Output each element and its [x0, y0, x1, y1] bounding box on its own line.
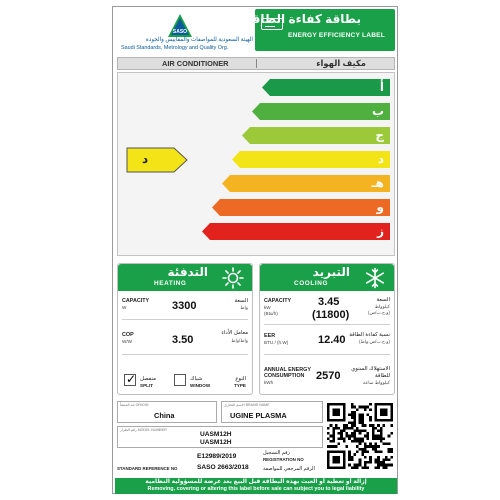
type-label-ar: النوع — [235, 376, 246, 382]
grade-bar — [242, 127, 390, 144]
model-box — [117, 426, 323, 448]
qr-code-icon — [327, 403, 393, 469]
sun-icon — [222, 267, 244, 289]
heating-capacity-label-ar: السعة — [234, 298, 248, 304]
cooling-capacity-value-kw: 3.45 — [318, 296, 340, 308]
grade-letter: و — [376, 200, 384, 214]
grade-letter: أ — [379, 80, 384, 94]
model-caption: رقم الطراز MODEL NUMBER — [120, 428, 167, 432]
legal-notice-en: Removing, covering or altering this label before sale can subject you to legal liability — [147, 486, 365, 492]
legal-notice-ar: إزالة أو تغطية أو العبث بهذه البطاقة قبل البيع بعد عرضة للمسؤولية النظامية — [145, 479, 367, 485]
grade-letter: د — [377, 152, 384, 166]
heating-capacity-unit-ar: واط — [240, 305, 248, 310]
heating-header — [118, 264, 252, 291]
rating-letter: د — [142, 152, 149, 166]
origin-caption: بلد المنشأ ORIGIN — [120, 403, 149, 407]
cooling-title-ar: التبريد — [312, 265, 350, 279]
heating-row-divider — [122, 319, 248, 320]
rating-arrow — [126, 147, 188, 173]
efficiency-scale — [117, 72, 395, 256]
cooling-panel — [259, 263, 395, 395]
brand-value: UGINE PLASMA — [230, 411, 287, 420]
heating-row-divider — [122, 354, 248, 355]
cooling-eer-label: EER — [264, 333, 276, 339]
heating-title-en: HEATING — [154, 280, 187, 287]
legal-footer — [115, 478, 397, 494]
snowflake-icon — [364, 267, 386, 289]
org-name-en: Saudi Standards, Metrology and Quality Org. — [121, 45, 229, 51]
window-label-ar: شباك — [190, 376, 203, 382]
heating-capacity-value: 3300 — [172, 300, 197, 312]
energy-label-card — [112, 6, 398, 494]
cooling-annual-label-2: CONSUMPTION — [264, 373, 305, 379]
grade-bar — [212, 199, 390, 216]
window-checkbox — [174, 374, 186, 386]
registration-label-ar: رقم التسجيل — [263, 450, 290, 456]
cooling-capacity-unit-kw: kW — [264, 305, 271, 310]
cooling-capacity-value-btu: (11800) — [312, 309, 350, 321]
label-title-en: ENERGY EFFICIENCY LABEL — [287, 32, 385, 39]
cooling-capacity-label-ar: السعة — [376, 297, 390, 303]
cooling-annual-unit-ar: كيلوواط ساعة — [363, 380, 390, 385]
split-checkbox — [124, 374, 136, 386]
grade-letter: ز — [377, 224, 384, 238]
cooling-eer-label-ar: نسبة كفاءة الطاقة — [349, 332, 390, 338]
registration-value: E12989/2019 — [197, 453, 237, 460]
model-value-1: UASM12H — [200, 431, 232, 438]
grade-bar — [232, 151, 390, 168]
cooling-row-divider — [264, 354, 390, 355]
window-label-en: WINDOW — [190, 383, 211, 388]
appliance-title-bar — [117, 57, 395, 70]
cooling-header — [260, 264, 394, 291]
saso-logo-icon — [167, 13, 193, 39]
brand-caption: الاسم التجاري BRAND NAME — [224, 403, 270, 407]
cooling-row-divider — [264, 324, 390, 325]
cooling-capacity-unit-btu: (Btu/h) — [264, 311, 278, 316]
check-icon: ✓ — [126, 372, 137, 386]
org-name-ar: الهيئة السعودية للمواصفات والمقاييس والجودة — [145, 37, 253, 43]
label-title-band — [245, 9, 395, 51]
grade-letter: ج — [375, 128, 384, 142]
heating-panel — [117, 263, 253, 395]
type-label-en: TYPE — [234, 383, 246, 388]
registration-label-en: REGISTRATION NO — [263, 457, 304, 462]
saso-logo-text: SASO — [172, 29, 188, 35]
cooling-annual-label-ar-2: للطاقة — [375, 373, 390, 379]
label-title-ar: بطاقة كفاءة الطاقة — [245, 12, 361, 26]
cooling-capacity-unit-ar-kw: كيلوواط — [374, 304, 390, 309]
heating-capacity-unit: W — [122, 305, 127, 310]
cooling-title-en: COOLING — [294, 280, 329, 287]
heating-cop-label: COP — [122, 332, 134, 338]
cooling-capacity-label: CAPACITY — [264, 298, 292, 304]
split-label-ar: منفصل — [140, 376, 156, 382]
grade-bar — [252, 103, 390, 120]
cooling-capacity-unit-ar-btu: (و.ح.ب/س) — [367, 310, 390, 315]
cooling-eer-unit: BTU / (h.W) — [264, 340, 289, 345]
origin-box — [117, 401, 217, 423]
heating-title-ar: التدفئة — [167, 265, 208, 279]
grade-bar — [262, 79, 390, 96]
model-value-2: UASM12H — [200, 439, 232, 446]
cooling-eer-unit-ar: (و.ح.ب/س.واط) — [358, 339, 390, 344]
heating-cop-value: 3.50 — [172, 334, 194, 346]
standard-value: SASO 2663/2018 — [197, 464, 249, 471]
grade-bar — [202, 223, 390, 240]
heating-cop-label-ar: معامل الأداء — [221, 330, 248, 336]
heating-capacity-label: CAPACITY — [122, 298, 150, 304]
heating-cop-unit-ar: واط/واط — [231, 338, 248, 343]
split-label-en: SPLIT — [140, 383, 154, 388]
cooling-eer-value: 12.40 — [318, 334, 346, 346]
title-divider — [256, 59, 257, 68]
grade-letter: ب — [371, 104, 384, 118]
cooling-annual-value: 2570 — [316, 370, 341, 382]
origin-value: China — [154, 411, 175, 420]
standard-label-en: STANDARD REFERENCE NO — [117, 466, 178, 471]
grade-letter: هـ — [371, 176, 384, 190]
cooling-annual-label-1: ANNUAL ENERGY — [264, 367, 311, 373]
organization-header — [117, 13, 253, 53]
heating-cop-unit: W/W — [122, 339, 132, 344]
grade-bar — [222, 175, 390, 192]
cooling-annual-unit: kWh — [264, 380, 274, 385]
appliance-title-en: AIR CONDITIONER — [162, 59, 229, 68]
standard-label-ar: الرقم المرجعي للمواصفة — [263, 466, 315, 472]
cooling-annual-label-ar-1: الاستهلاك السنوي — [351, 366, 390, 372]
appliance-title-ar: مكيف الهواء — [316, 58, 366, 68]
brand-box — [221, 401, 323, 423]
